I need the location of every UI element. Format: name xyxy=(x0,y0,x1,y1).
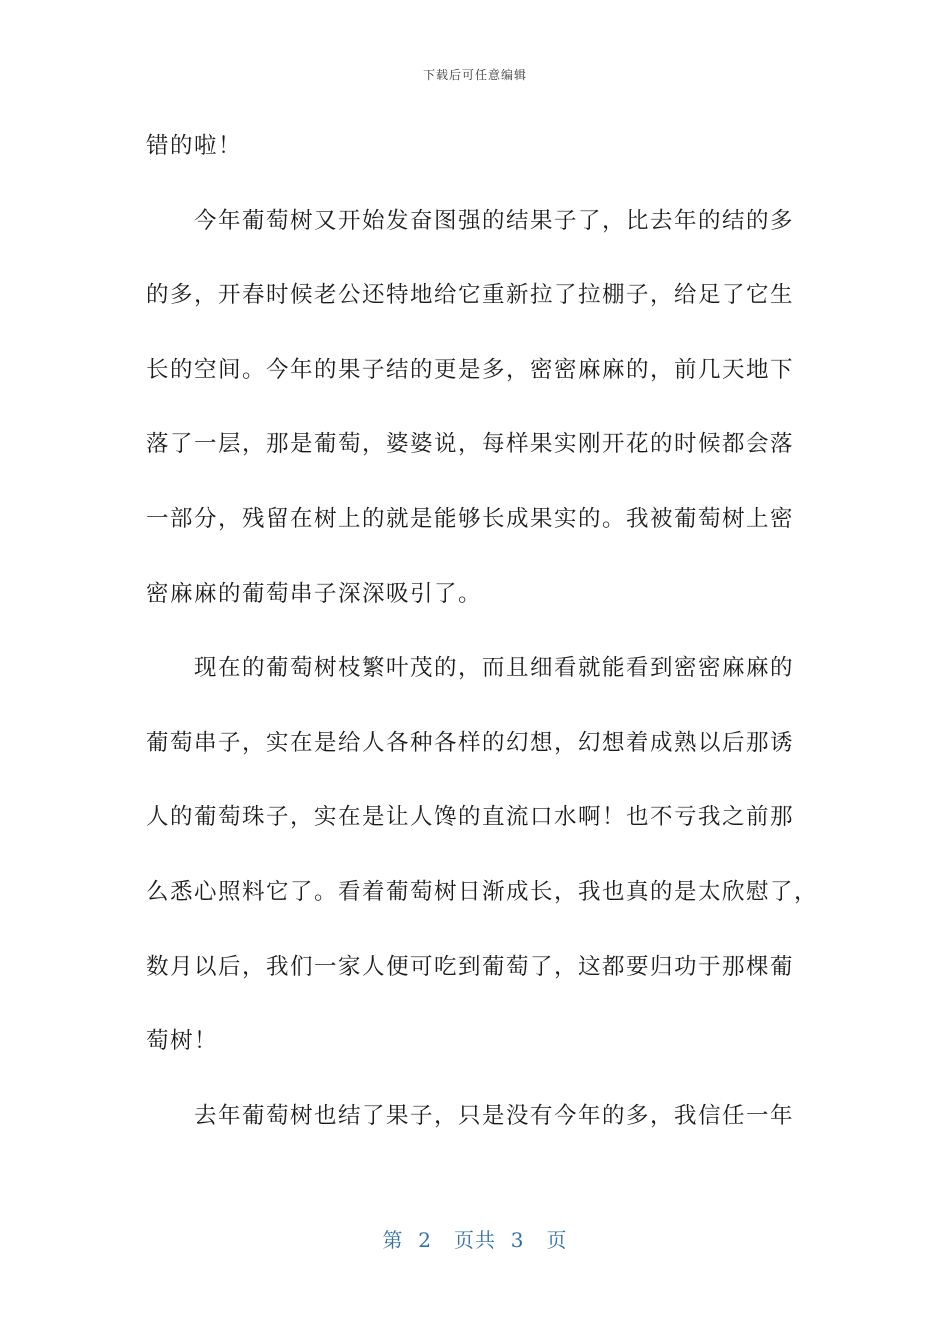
text-line: 的多，开春时候老公还特地给它重新拉了拉棚子，给足了它生 xyxy=(146,282,795,309)
text-line: 么悉心照料它了。看着葡萄树日渐成长，我也真的是太欣慰了， xyxy=(146,878,819,905)
text-line: 人的葡萄珠子，实在是让人馋的直流口水啊！也不亏我之前那 xyxy=(146,804,795,831)
text-line: 今年葡萄树又开始发奋图强的结果子了，比去年的结的多 xyxy=(194,207,795,234)
page-number-footer: 第 2 页共 3 页 xyxy=(382,1228,568,1252)
text-line: 错的啦！ xyxy=(146,133,243,159)
text-line: 葡萄串子，实在是给人各种各样的幻想，幻想着成熟以后那诱 xyxy=(146,729,795,756)
text-line: 一部分，残留在树上的就是能够长成果实的。我被葡萄树上密 xyxy=(146,505,795,532)
text-line: 现在的葡萄树枝繁叶茂的，而且细看就能看到密密麻麻的 xyxy=(194,655,795,682)
text-line: 落了一层，那是葡萄，婆婆说，每样果实刚开花的时候都会落 xyxy=(146,431,795,458)
document-body xyxy=(146,124,826,1168)
text-line: 去年葡萄树也结了果子，只是没有今年的多，我信任一年 xyxy=(194,1102,795,1129)
text-line: 密麻麻的葡萄串子深深吸引了。 xyxy=(146,580,483,607)
text-line: 萄树！ xyxy=(146,1028,219,1055)
text-line: 数月以后，我们一家人便可吃到葡萄了，这都要归功于那棵葡 xyxy=(146,953,795,980)
text-line: 长的空间。今年的果子结的更是多，密密麻麻的，前几天地下 xyxy=(146,356,795,383)
page-header: 下载后可任意编辑 xyxy=(422,68,527,82)
